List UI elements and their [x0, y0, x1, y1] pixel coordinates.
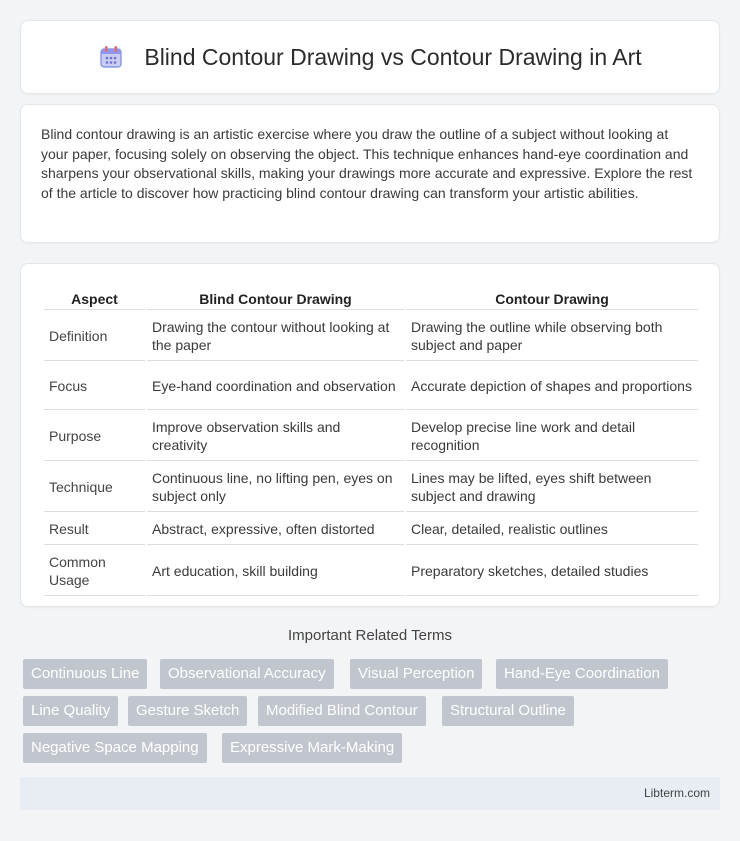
table-row: [44, 547, 698, 596]
related-term-tag[interactable]: Expressive Mark-Making: [222, 733, 402, 763]
row-aspect: Definition: [44, 312, 145, 361]
row-contour-value: Lines may be lifted, eyes shift between subject and drawing: [406, 463, 698, 512]
related-term-tag[interactable]: Continuous Line: [23, 659, 147, 689]
related-term-tag[interactable]: Gesture Sketch: [128, 696, 247, 726]
row-contour-value: Accurate depiction of shapes and proportions: [406, 363, 698, 410]
row-aspect: Technique: [44, 463, 145, 512]
header-blind-contour: Blind Contour Drawing: [147, 286, 404, 310]
related-term-tag[interactable]: Negative Space Mapping: [23, 733, 207, 763]
related-term-tag[interactable]: Visual Perception: [350, 659, 482, 689]
row-blind-value: Abstract, expressive, often distorted: [147, 514, 404, 545]
row-contour-value: Drawing the outline while observing both subject and paper: [406, 312, 698, 361]
intro-card: [20, 104, 720, 243]
related-term-tag[interactable]: Modified Blind Contour: [258, 696, 426, 726]
comparison-card: [20, 263, 720, 607]
table-row: [44, 412, 698, 461]
row-contour-value: Develop precise line work and detail recognition: [406, 412, 698, 461]
row-aspect: Result: [44, 514, 145, 545]
row-aspect: Purpose: [44, 412, 145, 461]
footer: [20, 777, 720, 810]
table-header-row: [44, 286, 698, 310]
related-term-tag[interactable]: Hand-Eye Coordination: [496, 659, 668, 689]
header-aspect: Aspect: [44, 286, 145, 310]
table-row: [44, 463, 698, 512]
row-blind-value: Drawing the contour without looking at the paper: [147, 312, 404, 361]
calendar-icon: [98, 44, 124, 70]
table-row: [44, 514, 698, 545]
row-contour-value: Preparatory sketches, detailed studies: [406, 547, 698, 596]
row-blind-value: Improve observation skills and creativity: [147, 412, 404, 461]
row-blind-value: Continuous line, no lifting pen, eyes on subject only: [147, 463, 404, 512]
related-term-tag[interactable]: Observational Accuracy: [160, 659, 334, 689]
table-row: [44, 363, 698, 410]
table-row: [44, 312, 698, 361]
row-aspect: Focus: [44, 363, 145, 410]
related-terms-heading: Important Related Terms: [288, 627, 452, 644]
row-blind-value: Eye-hand coordination and observation: [147, 363, 404, 410]
footer-site-link[interactable]: Libterm.com: [643, 786, 710, 800]
comparison-table: [42, 284, 700, 598]
header-contour: Contour Drawing: [406, 286, 698, 310]
related-term-tag[interactable]: Line Quality: [23, 696, 118, 726]
title-card: [20, 20, 720, 94]
intro-paragraph: Blind contour drawing is an artistic exercise where you draw the outline of a subject without looking at your paper, focusing solely on observing the object. This technique enhances hand-eye coordination and sharpens your observational skills, making your drawings more accurate and expressive. Explore the rest of the article to discover how practicing blind contour drawing can transform your artistic abilities.: [41, 126, 693, 201]
row-blind-value: Art education, skill building: [147, 547, 404, 596]
row-contour-value: Clear, detailed, realistic outlines: [406, 514, 698, 545]
page-title: Blind Contour Drawing vs Contour Drawing in Art: [144, 43, 642, 70]
row-aspect: Common Usage: [44, 547, 145, 596]
related-term-tag[interactable]: Structural Outline: [442, 696, 574, 726]
